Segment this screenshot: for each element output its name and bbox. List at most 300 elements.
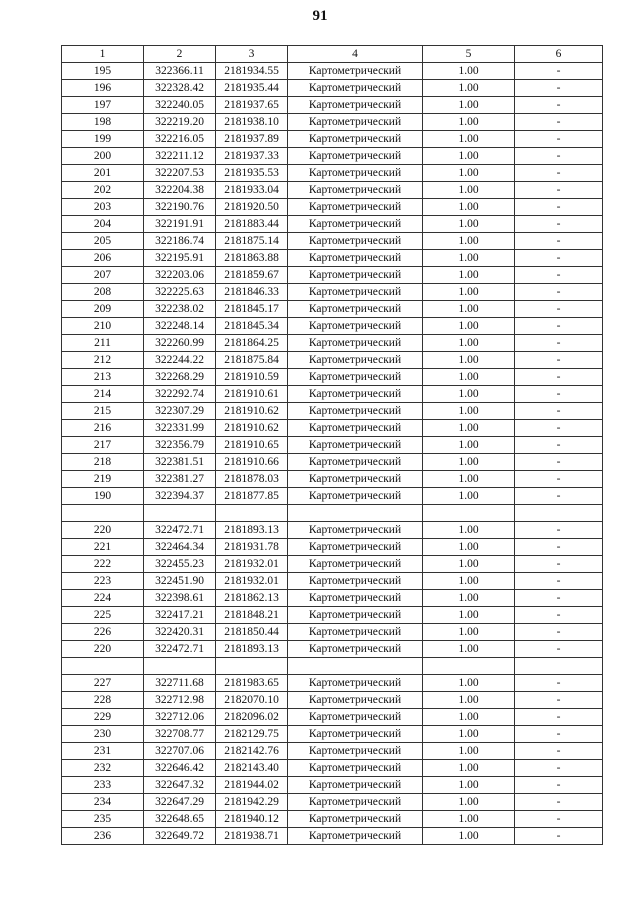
table-cell: 1.00 <box>423 760 515 777</box>
table-cell: 2181910.65 <box>216 437 288 454</box>
table-cell: 198 <box>62 114 144 131</box>
table-row <box>62 318 603 335</box>
table-cell: 225 <box>62 607 144 624</box>
table-cell: - <box>515 165 603 182</box>
table-cell: Картометрический <box>288 199 423 216</box>
table-cell: 322190.76 <box>144 199 216 216</box>
column-header: 4 <box>288 46 423 63</box>
table-cell: 2182142.76 <box>216 743 288 760</box>
table-cell: 228 <box>62 692 144 709</box>
table-cell: 322186.74 <box>144 233 216 250</box>
table-row <box>62 590 603 607</box>
table-cell: 1.00 <box>423 420 515 437</box>
table-cell: - <box>515 63 603 80</box>
table-cell: Картометрический <box>288 148 423 165</box>
table-cell: 1.00 <box>423 522 515 539</box>
table-cell: Картометрический <box>288 80 423 97</box>
table-cell: 214 <box>62 386 144 403</box>
table-cell: Картометрический <box>288 794 423 811</box>
table-row <box>62 777 603 794</box>
table-cell: 322712.98 <box>144 692 216 709</box>
table-cell: 213 <box>62 369 144 386</box>
table-cell: Картометрический <box>288 488 423 505</box>
table-cell: 201 <box>62 165 144 182</box>
column-header: 1 <box>62 46 144 63</box>
table-cell: 322207.53 <box>144 165 216 182</box>
table-cell: 322646.42 <box>144 760 216 777</box>
table-cell: Картометрический <box>288 216 423 233</box>
table-cell: - <box>515 454 603 471</box>
table-row <box>62 556 603 573</box>
table-cell: - <box>515 811 603 828</box>
table-cell: 1.00 <box>423 267 515 284</box>
table-cell: Картометрический <box>288 301 423 318</box>
table-cell: 2181893.13 <box>216 641 288 658</box>
table-cell: 1.00 <box>423 488 515 505</box>
table-cell: 2181920.50 <box>216 199 288 216</box>
table-cell: - <box>515 148 603 165</box>
table-cell: 322472.71 <box>144 522 216 539</box>
table-row <box>62 539 603 556</box>
coordinates-table <box>61 45 603 845</box>
table-row <box>62 454 603 471</box>
table-cell: 2181845.34 <box>216 318 288 335</box>
table-cell <box>515 658 603 675</box>
table-cell: 203 <box>62 199 144 216</box>
table-cell: Картометрический <box>288 811 423 828</box>
table-cell: 1.00 <box>423 233 515 250</box>
table-cell <box>62 658 144 675</box>
table-cell: Картометрический <box>288 284 423 301</box>
spacer-row <box>62 505 603 522</box>
table-cell: Картометрический <box>288 607 423 624</box>
table-cell: 1.00 <box>423 352 515 369</box>
table-row <box>62 131 603 148</box>
table-cell: 322268.29 <box>144 369 216 386</box>
table-row <box>62 420 603 437</box>
table-cell: 322216.05 <box>144 131 216 148</box>
table-cell: 1.00 <box>423 641 515 658</box>
table-cell: 1.00 <box>423 556 515 573</box>
table-row <box>62 335 603 352</box>
table-cell: 2181932.01 <box>216 556 288 573</box>
table-cell <box>288 658 423 675</box>
table-cell: 2181859.67 <box>216 267 288 284</box>
table-cell: - <box>515 539 603 556</box>
table-cell: 1.00 <box>423 539 515 556</box>
table-row <box>62 233 603 250</box>
table-cell: 2181845.17 <box>216 301 288 318</box>
table-cell: - <box>515 607 603 624</box>
table-body <box>62 46 603 845</box>
table-cell: 322331.99 <box>144 420 216 437</box>
table-cell: 322381.51 <box>144 454 216 471</box>
table-row <box>62 624 603 641</box>
spacer-row <box>62 658 603 675</box>
table-cell: 1.00 <box>423 743 515 760</box>
table-cell: 2182070.10 <box>216 692 288 709</box>
table-cell: 1.00 <box>423 454 515 471</box>
table-cell: - <box>515 182 603 199</box>
page-number: 91 <box>312 8 328 24</box>
table-cell: Картометрический <box>288 369 423 386</box>
table-cell: - <box>515 777 603 794</box>
table-cell: 2181864.25 <box>216 335 288 352</box>
table-cell: 1.00 <box>423 63 515 80</box>
table-cell: - <box>515 828 603 845</box>
table-cell: - <box>515 335 603 352</box>
table-row <box>62 607 603 624</box>
table-cell: 2181848.21 <box>216 607 288 624</box>
table-cell: 322472.71 <box>144 641 216 658</box>
table-cell: 1.00 <box>423 403 515 420</box>
table-cell: - <box>515 488 603 505</box>
table-cell: 2181938.10 <box>216 114 288 131</box>
table-cell: 2181910.62 <box>216 420 288 437</box>
table-cell: - <box>515 709 603 726</box>
table-cell: 2181850.44 <box>216 624 288 641</box>
table-cell: 322260.99 <box>144 335 216 352</box>
table-cell: - <box>515 284 603 301</box>
table-cell: 322394.37 <box>144 488 216 505</box>
table-cell: 1.00 <box>423 726 515 743</box>
table-cell: 2181940.12 <box>216 811 288 828</box>
table-row <box>62 709 603 726</box>
table-cell: 229 <box>62 709 144 726</box>
table-cell: 2181877.85 <box>216 488 288 505</box>
table-cell: 322420.31 <box>144 624 216 641</box>
table-cell: Картометрический <box>288 522 423 539</box>
table-row <box>62 522 603 539</box>
table-cell: 322417.21 <box>144 607 216 624</box>
table-cell: - <box>515 420 603 437</box>
table-header-row <box>62 46 603 63</box>
table-cell: 2181846.33 <box>216 284 288 301</box>
table-row <box>62 97 603 114</box>
table-row <box>62 641 603 658</box>
table-cell: Картометрический <box>288 250 423 267</box>
table-cell: 322398.61 <box>144 590 216 607</box>
table-cell: 322648.65 <box>144 811 216 828</box>
table-cell: 1.00 <box>423 624 515 641</box>
table-cell: Картометрический <box>288 709 423 726</box>
table-cell: - <box>515 471 603 488</box>
table-cell: 202 <box>62 182 144 199</box>
table-cell <box>423 658 515 675</box>
table-cell: Картометрический <box>288 590 423 607</box>
table-row <box>62 692 603 709</box>
table-row <box>62 794 603 811</box>
table-cell <box>62 505 144 522</box>
table-cell: 322451.90 <box>144 573 216 590</box>
table-cell: 206 <box>62 250 144 267</box>
table-cell: 227 <box>62 675 144 692</box>
table-cell: 2181910.59 <box>216 369 288 386</box>
table-cell: 1.00 <box>423 709 515 726</box>
table-cell: 1.00 <box>423 97 515 114</box>
table-cell: 196 <box>62 80 144 97</box>
table-cell: Картометрический <box>288 624 423 641</box>
table-cell: 1.00 <box>423 811 515 828</box>
column-header: 6 <box>515 46 603 63</box>
table-row <box>62 63 603 80</box>
table-cell <box>216 505 288 522</box>
table-cell: 1.00 <box>423 250 515 267</box>
table-cell <box>216 658 288 675</box>
table-cell: 322219.20 <box>144 114 216 131</box>
table-cell: 219 <box>62 471 144 488</box>
table-cell: 322238.02 <box>144 301 216 318</box>
table-row <box>62 675 603 692</box>
table-cell: Картометрический <box>288 760 423 777</box>
table-cell: 2181935.44 <box>216 80 288 97</box>
table-cell: Картометрический <box>288 403 423 420</box>
table-cell: 322292.74 <box>144 386 216 403</box>
table-cell: - <box>515 573 603 590</box>
table-cell: 199 <box>62 131 144 148</box>
table-cell: 322307.29 <box>144 403 216 420</box>
table-cell: Картометрический <box>288 182 423 199</box>
table-cell: 197 <box>62 97 144 114</box>
table-cell: Картометрический <box>288 165 423 182</box>
table-row <box>62 573 603 590</box>
table-row <box>62 250 603 267</box>
table-cell: 1.00 <box>423 165 515 182</box>
table-cell: - <box>515 743 603 760</box>
table-cell: 322649.72 <box>144 828 216 845</box>
table-cell: 1.00 <box>423 114 515 131</box>
table-cell: 1.00 <box>423 573 515 590</box>
table-cell: 322707.06 <box>144 743 216 760</box>
table-cell: - <box>515 794 603 811</box>
table-cell: Картометрический <box>288 726 423 743</box>
table-cell: 1.00 <box>423 794 515 811</box>
table-cell: 207 <box>62 267 144 284</box>
table-cell: - <box>515 692 603 709</box>
table-cell: 221 <box>62 539 144 556</box>
table-cell: 322191.91 <box>144 216 216 233</box>
table-cell: 1.00 <box>423 471 515 488</box>
column-header: 5 <box>423 46 515 63</box>
table-cell: 235 <box>62 811 144 828</box>
table-cell: 1.00 <box>423 437 515 454</box>
table-row <box>62 386 603 403</box>
table-cell: 232 <box>62 760 144 777</box>
table-cell: 226 <box>62 624 144 641</box>
table-cell: 1.00 <box>423 369 515 386</box>
table-cell: 222 <box>62 556 144 573</box>
table-row <box>62 199 603 216</box>
table-cell: 204 <box>62 216 144 233</box>
table-cell: 1.00 <box>423 216 515 233</box>
table-cell: - <box>515 318 603 335</box>
table-cell: 2182096.02 <box>216 709 288 726</box>
table-cell: 2181934.55 <box>216 63 288 80</box>
table-cell: 200 <box>62 148 144 165</box>
table-cell: 215 <box>62 403 144 420</box>
table-cell: 209 <box>62 301 144 318</box>
table-cell: Картометрический <box>288 114 423 131</box>
table-cell: 1.00 <box>423 131 515 148</box>
table-cell: - <box>515 267 603 284</box>
table-row <box>62 301 603 318</box>
table-cell: 2181862.13 <box>216 590 288 607</box>
table-row <box>62 760 603 777</box>
table-cell: - <box>515 80 603 97</box>
table-row <box>62 437 603 454</box>
table-row <box>62 811 603 828</box>
table-cell: 1.00 <box>423 675 515 692</box>
table-row <box>62 403 603 420</box>
table-cell: 208 <box>62 284 144 301</box>
table-cell: 224 <box>62 590 144 607</box>
table-cell: 1.00 <box>423 607 515 624</box>
table-cell: - <box>515 114 603 131</box>
table-cell: - <box>515 522 603 539</box>
table-cell: 2181910.66 <box>216 454 288 471</box>
table-cell: - <box>515 369 603 386</box>
table-cell: - <box>515 624 603 641</box>
table-cell <box>144 505 216 522</box>
table-cell: 195 <box>62 63 144 80</box>
table-cell: 1.00 <box>423 301 515 318</box>
table-cell: 2181878.03 <box>216 471 288 488</box>
table-cell: 2181932.01 <box>216 573 288 590</box>
table-cell: 216 <box>62 420 144 437</box>
table-cell: Картометрический <box>288 828 423 845</box>
table-cell: 2182143.40 <box>216 760 288 777</box>
table-cell: 322712.06 <box>144 709 216 726</box>
table-cell: 231 <box>62 743 144 760</box>
table-cell: 322464.34 <box>144 539 216 556</box>
table-cell: 322455.23 <box>144 556 216 573</box>
table-cell: Картометрический <box>288 386 423 403</box>
table-cell: 236 <box>62 828 144 845</box>
table-row <box>62 488 603 505</box>
table-cell: - <box>515 131 603 148</box>
table-cell: Картометрический <box>288 539 423 556</box>
table-cell: 1.00 <box>423 777 515 794</box>
table-row <box>62 352 603 369</box>
table-cell: - <box>515 216 603 233</box>
table-cell: 2181931.78 <box>216 539 288 556</box>
table-cell: 2181933.04 <box>216 182 288 199</box>
table-cell: 322647.32 <box>144 777 216 794</box>
table-cell: - <box>515 301 603 318</box>
table-row <box>62 165 603 182</box>
table-row <box>62 148 603 165</box>
table-cell: Картометрический <box>288 692 423 709</box>
table-cell: 322366.11 <box>144 63 216 80</box>
table-cell: 322381.27 <box>144 471 216 488</box>
table-cell: 2181937.89 <box>216 131 288 148</box>
table-cell: 220 <box>62 641 144 658</box>
table-cell: 234 <box>62 794 144 811</box>
table-row <box>62 726 603 743</box>
table-cell <box>144 658 216 675</box>
table-cell: Картометрический <box>288 471 423 488</box>
table-cell: 2181938.71 <box>216 828 288 845</box>
table-row <box>62 80 603 97</box>
table-cell: 212 <box>62 352 144 369</box>
table-row <box>62 284 603 301</box>
table-cell: Картометрический <box>288 437 423 454</box>
table-cell: 218 <box>62 454 144 471</box>
table-cell: 1.00 <box>423 318 515 335</box>
table-cell: 1.00 <box>423 386 515 403</box>
table-cell: 211 <box>62 335 144 352</box>
table-cell: - <box>515 556 603 573</box>
table-cell: 2181893.13 <box>216 522 288 539</box>
table-cell: 322211.12 <box>144 148 216 165</box>
table-cell: 1.00 <box>423 590 515 607</box>
table-cell: 1.00 <box>423 692 515 709</box>
table-cell: 322356.79 <box>144 437 216 454</box>
table-cell: 230 <box>62 726 144 743</box>
table-cell: Картометрический <box>288 267 423 284</box>
table-cell: Картометрический <box>288 556 423 573</box>
table-cell: 1.00 <box>423 335 515 352</box>
table-cell: 322647.29 <box>144 794 216 811</box>
table-cell: Картометрический <box>288 573 423 590</box>
table-cell: 322204.38 <box>144 182 216 199</box>
table-cell: - <box>515 97 603 114</box>
table-cell: - <box>515 726 603 743</box>
table-cell: Картометрический <box>288 131 423 148</box>
table-cell: 1.00 <box>423 199 515 216</box>
table-row <box>62 216 603 233</box>
table-row <box>62 267 603 284</box>
table-cell: 322225.63 <box>144 284 216 301</box>
table-cell <box>288 505 423 522</box>
table-row <box>62 114 603 131</box>
table-cell: 2181910.61 <box>216 386 288 403</box>
table-cell: Картометрический <box>288 675 423 692</box>
table-cell: Картометрический <box>288 743 423 760</box>
table-cell: - <box>515 199 603 216</box>
table-cell: 210 <box>62 318 144 335</box>
table-cell: 233 <box>62 777 144 794</box>
table-row <box>62 743 603 760</box>
table-cell: - <box>515 250 603 267</box>
table-row <box>62 828 603 845</box>
table-cell <box>515 505 603 522</box>
table-cell: 322328.42 <box>144 80 216 97</box>
table-cell: 322240.05 <box>144 97 216 114</box>
table-cell: 2181942.29 <box>216 794 288 811</box>
table-cell: 205 <box>62 233 144 250</box>
table-cell: - <box>515 590 603 607</box>
table-cell: - <box>515 352 603 369</box>
table-row <box>62 369 603 386</box>
table-cell: 2181883.44 <box>216 216 288 233</box>
table-cell: 1.00 <box>423 182 515 199</box>
table-cell: - <box>515 641 603 658</box>
table-cell: 223 <box>62 573 144 590</box>
table-cell: 220 <box>62 522 144 539</box>
table-cell: 322708.77 <box>144 726 216 743</box>
table-row <box>62 471 603 488</box>
table-cell: - <box>515 760 603 777</box>
table-cell: - <box>515 403 603 420</box>
table-cell: Картометрический <box>288 352 423 369</box>
table-cell: Картометрический <box>288 233 423 250</box>
table-cell: Картометрический <box>288 318 423 335</box>
column-header: 2 <box>144 46 216 63</box>
column-header: 3 <box>216 46 288 63</box>
table-cell: 2181944.02 <box>216 777 288 794</box>
table-cell: 1.00 <box>423 828 515 845</box>
